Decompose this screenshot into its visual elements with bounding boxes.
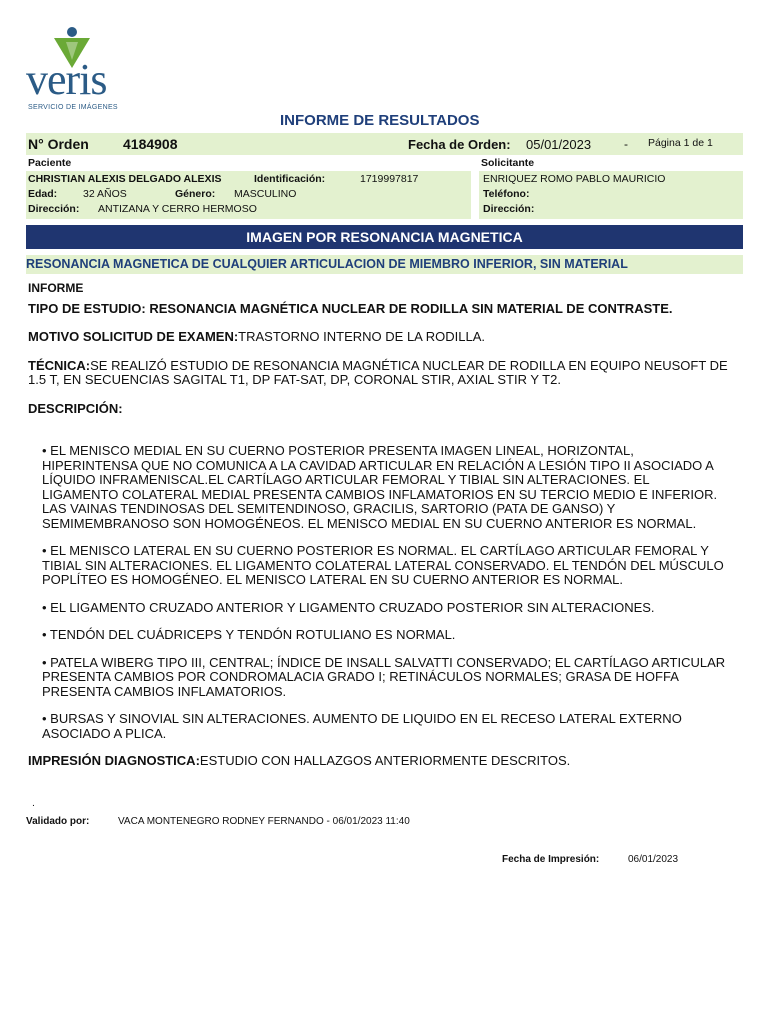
study-subtitle-bar <box>26 255 743 274</box>
finding-4: • TENDÓN DEL CUÁDRICEPS Y TENDÓN ROTULIANO ES NORMAL. <box>42 627 456 642</box>
order-bar <box>26 133 743 155</box>
patient-name: CHRISTIAN ALEXIS DELGADO ALEXIS <box>28 173 222 185</box>
order-dash: - <box>624 137 628 151</box>
finding-2: • EL MENISCO LATERAL EN SU CUERNO POSTERIOR ES NORMAL. EL CARTÍLAGO ARTICULAR FEMORAL Y TIBIAL SIN ALTERACIONES. EL LIGAMENTO COLATERAL LATERAL CONSERVADO. EL TENDÓN DEL MÚSCULO POPLÍTEO ES HOMOGÉNEO. EL MENISCO LATERAL EN SU CUERNO ANTERIOR ES NORMAL. <box>42 543 724 587</box>
technique-value: SE REALIZÓ ESTUDIO DE RESONANCIA MAGNÉTICA NUCLEAR DE RODILLA EN EQUIPO NEUSOFT DE 1.5 T, EN SECUENCIAS SAGITAL T1, DP FAT-SAT, DP, CORONAL STIR, AXIAL STIR Y T2. <box>28 357 728 387</box>
logo-wordmark: veris <box>26 55 107 104</box>
study-banner: IMAGEN POR RESONANCIA MAGNETICA <box>26 225 743 249</box>
veris-logo <box>26 24 126 114</box>
finding-1: • EL MENISCO MEDIAL EN SU CUERNO POSTERIOR PRESENTA IMAGEN LINEAL, HORIZONTAL, HIPERINTENSA QUE NO COMUNICA A LA CAVIDAD ARTICULAR EN RELACIÓN A LESIÓN TIPO II ASOCIADO A LÍQUIDO INFRAMENISCAL.EL CARTÍLAGO ARTICULAR FEMORAL Y TIBIAL SIN ALTERACIONES. EL LIGAMENTO COLATERAL MEDIAL PRESENTA CAMBIOS INFLAMATORIOS EN SU TERCIO MEDIO E INFERIOR. LAS VAINAS TENDINOSAS DEL SEMITENDINOSO, GRACILIS, SARTORIO (PATA DE GANSO) Y SEMIMEMBRANOSO SON HOMOGÉNEOS. EL MENISCO MEDIAL EN SU CUERNO ANTERIOR ES NORMAL. <box>42 443 718 531</box>
logo-tagline: SERVICIO DE IMÁGENES <box>28 104 118 111</box>
order-date-value: 05/01/2023 <box>526 137 592 152</box>
reason-label: MOTIVO SOLICITUD DE EXAMEN: <box>28 329 239 344</box>
order-label: N° Orden <box>28 136 89 152</box>
study-subtitle: RESONANCIA MAGNETICA DE CUALQUIER ARTICULACION DE MIEMBRO INFERIOR, SIN MATERIAL <box>26 257 628 271</box>
technique-label: TÉCNICA: <box>28 357 91 373</box>
impression-label: IMPRESIÓN DIAGNOSTICA: <box>28 753 200 768</box>
finding-6: • BURSAS Y SINOVIAL SIN ALTERACIONES. AUMENTO DE LIQUIDO EN EL RECESO LATERAL EXTERNO ASOCIADO A PLICA. <box>42 711 682 741</box>
patient-box <box>26 171 471 219</box>
finding-3: • EL LIGAMENTO CRUZADO ANTERIOR Y LIGAMENTO CRUZADO POSTERIOR SIN ALTERACIONES. <box>42 599 655 615</box>
validated-value: VACA MONTENEGRO RODNEY FERNANDO - 06/01/2023 11:40 <box>118 816 410 827</box>
requester-name: ENRIQUEZ ROMO PABLO MAURICIO <box>483 173 666 185</box>
finding-5: • PATELA WIBERG TIPO III, CENTRAL; ÍNDICE DE INSALL SALVATTI CONSERVADO; EL CARTÍLAGO ARTICULAR PRESENTA CAMBIOS POR CONDROMALACIA GRADO I; RETINÁCULOS NORMALES; GRASA DE HOFFA PRESENTA CAMBIOS INFLAMATORIOS. <box>42 654 726 699</box>
requester-section-label: Solicitante <box>481 157 535 169</box>
id-value: 1719997817 <box>360 173 419 185</box>
gender-label: Género: <box>175 188 216 200</box>
informe-heading: INFORME <box>28 281 84 295</box>
print-date-label: Fecha de Impresión: <box>502 854 600 865</box>
patient-address-value: ANTIZANA Y CERRO HERMOSO <box>98 203 257 215</box>
patient-section-label: Paciente <box>28 157 72 169</box>
id-label: Identificación: <box>254 173 326 185</box>
reason-value: TRASTORNO INTERNO DE LA RODILLA. <box>238 329 485 344</box>
patient-address-label: Dirección: <box>28 203 80 215</box>
report-title: INFORME DE RESULTADOS <box>280 112 480 129</box>
diagnostic-impression <box>28 754 728 769</box>
study-type: TIPO DE ESTUDIO: RESONANCIA MAGNÉTICA NUCLEAR DE RODILLA SIN MATERIAL DE CONTRASTE. <box>28 300 673 316</box>
order-date-label: Fecha de Orden: <box>408 137 511 152</box>
print-date-value: 06/01/2023 <box>628 854 679 865</box>
footer-dot: . <box>32 797 35 809</box>
order-number: 4184908 <box>123 136 178 152</box>
description-heading: DESCRIPCIÓN: <box>28 400 123 416</box>
requester-phone-label: Teléfono: <box>483 188 530 200</box>
requester-address-label: Dirección: <box>483 203 535 215</box>
requester-box <box>479 171 743 219</box>
validated-label: Validado por: <box>26 816 90 827</box>
impression-value: ESTUDIO CON HALLAZGOS ANTERIORMENTE DESCRITOS. <box>199 753 571 768</box>
age-label: Edad: <box>28 188 58 200</box>
report-body <box>28 281 728 769</box>
gender-value: MASCULINO <box>234 188 297 200</box>
age-value: 32 AÑOS <box>83 188 127 200</box>
technique <box>28 359 728 388</box>
page-indicator: Página 1 de 1 <box>648 137 713 149</box>
reason <box>28 330 728 345</box>
